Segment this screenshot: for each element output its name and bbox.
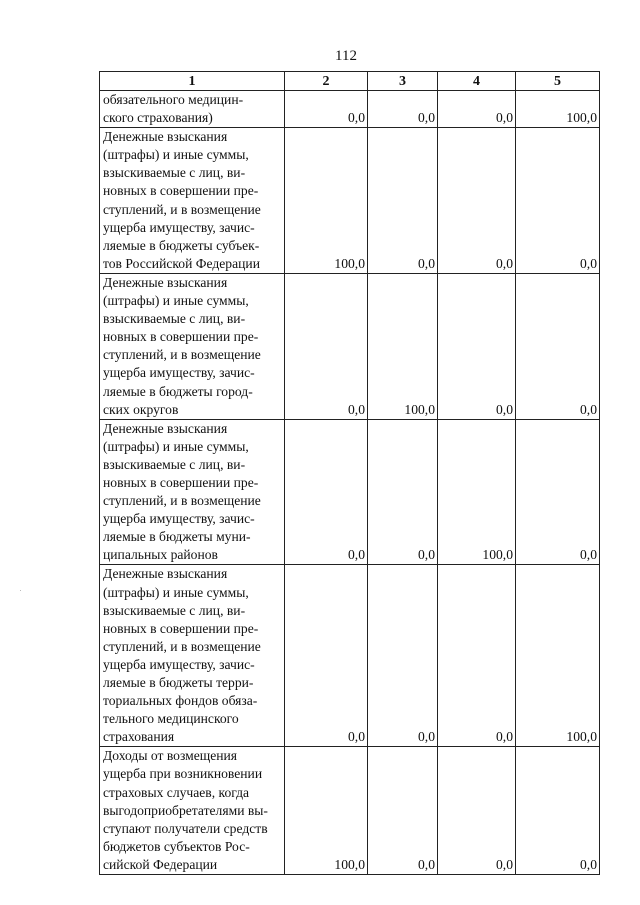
table-row	[100, 128, 600, 274]
row-label: Денежные взыскания (штрафы) и иные суммы, взыскиваемые с лиц, ви- новных в совершении пре- ступлений, и в возмещение ущерба имуществу, зачис- ляемые в бюджеты муни- ципальных районов	[100, 419, 285, 565]
table-cell: 0,0	[516, 419, 600, 565]
table-row	[100, 565, 600, 747]
table-cell: 0,0	[285, 419, 368, 565]
table-cell: 0,0	[438, 747, 516, 875]
table-cell: 0,0	[438, 91, 516, 128]
table-row	[100, 91, 600, 128]
table-cell: 100,0	[516, 565, 600, 747]
row-label: Денежные взыскания (штрафы) и иные суммы, взыскиваемые с лиц, ви- новных в совершении пре- ступлений, и в возмещение ущерба имуществу, зачис- ляемые в бюджеты город- ских округов	[100, 273, 285, 419]
column-header: 2	[285, 72, 368, 91]
table-cell: 0,0	[368, 419, 438, 565]
table-cell: 0,0	[438, 128, 516, 274]
table-cell: 100,0	[438, 419, 516, 565]
table-cell: 0,0	[516, 128, 600, 274]
table-row	[100, 419, 600, 565]
table-cell: 0,0	[368, 747, 438, 875]
column-header: 4	[438, 72, 516, 91]
table-cell: 0,0	[368, 565, 438, 747]
table-cell: 0,0	[285, 91, 368, 128]
page-number: 112	[335, 48, 357, 64]
table-header-row	[100, 72, 600, 91]
row-label: Денежные взыскания (штрафы) и иные суммы, взыскиваемые с лиц, ви- новных в совершении пре- ступлений, и в возмещение ущерба имуществу, зачис- ляемые в бюджеты субъек- тов Российской Федерации	[100, 128, 285, 274]
column-header: 3	[368, 72, 438, 91]
row-label: Денежные взыскания (штрафы) и иные суммы, взыскиваемые с лиц, ви- новных в совершении пре- ступлений, и в возмещение ущерба имуществу, зачис- ляемые в бюджеты терри- ториальных фондов обяза- тельного медицинского страхования	[100, 565, 285, 747]
table-cell: 0,0	[368, 91, 438, 128]
column-header: 1	[100, 72, 285, 91]
table-cell: 100,0	[285, 747, 368, 875]
row-label: обязательного медицин- ского страхования)	[100, 91, 285, 128]
table-row	[100, 273, 600, 419]
row-label: Доходы от возмещения ущерба при возникновении страховых случаев, когда выгодоприобретателями вы- ступают получатели средств бюджетов субъектов Рос- сийской Федерации	[100, 747, 285, 875]
table-cell: 0,0	[438, 273, 516, 419]
table-cell: 100,0	[516, 91, 600, 128]
table-cell: 0,0	[516, 273, 600, 419]
column-header: 5	[516, 72, 600, 91]
table-cell: 0,0	[516, 747, 600, 875]
table-cell: 100,0	[285, 128, 368, 274]
revenue-distribution-table	[99, 71, 600, 875]
table-cell: 100,0	[368, 273, 438, 419]
table-row	[100, 747, 600, 875]
table-cell: 0,0	[285, 273, 368, 419]
table-cell: 0,0	[368, 128, 438, 274]
scan-speck	[20, 590, 21, 591]
table-cell: 0,0	[285, 565, 368, 747]
table-cell: 0,0	[438, 565, 516, 747]
